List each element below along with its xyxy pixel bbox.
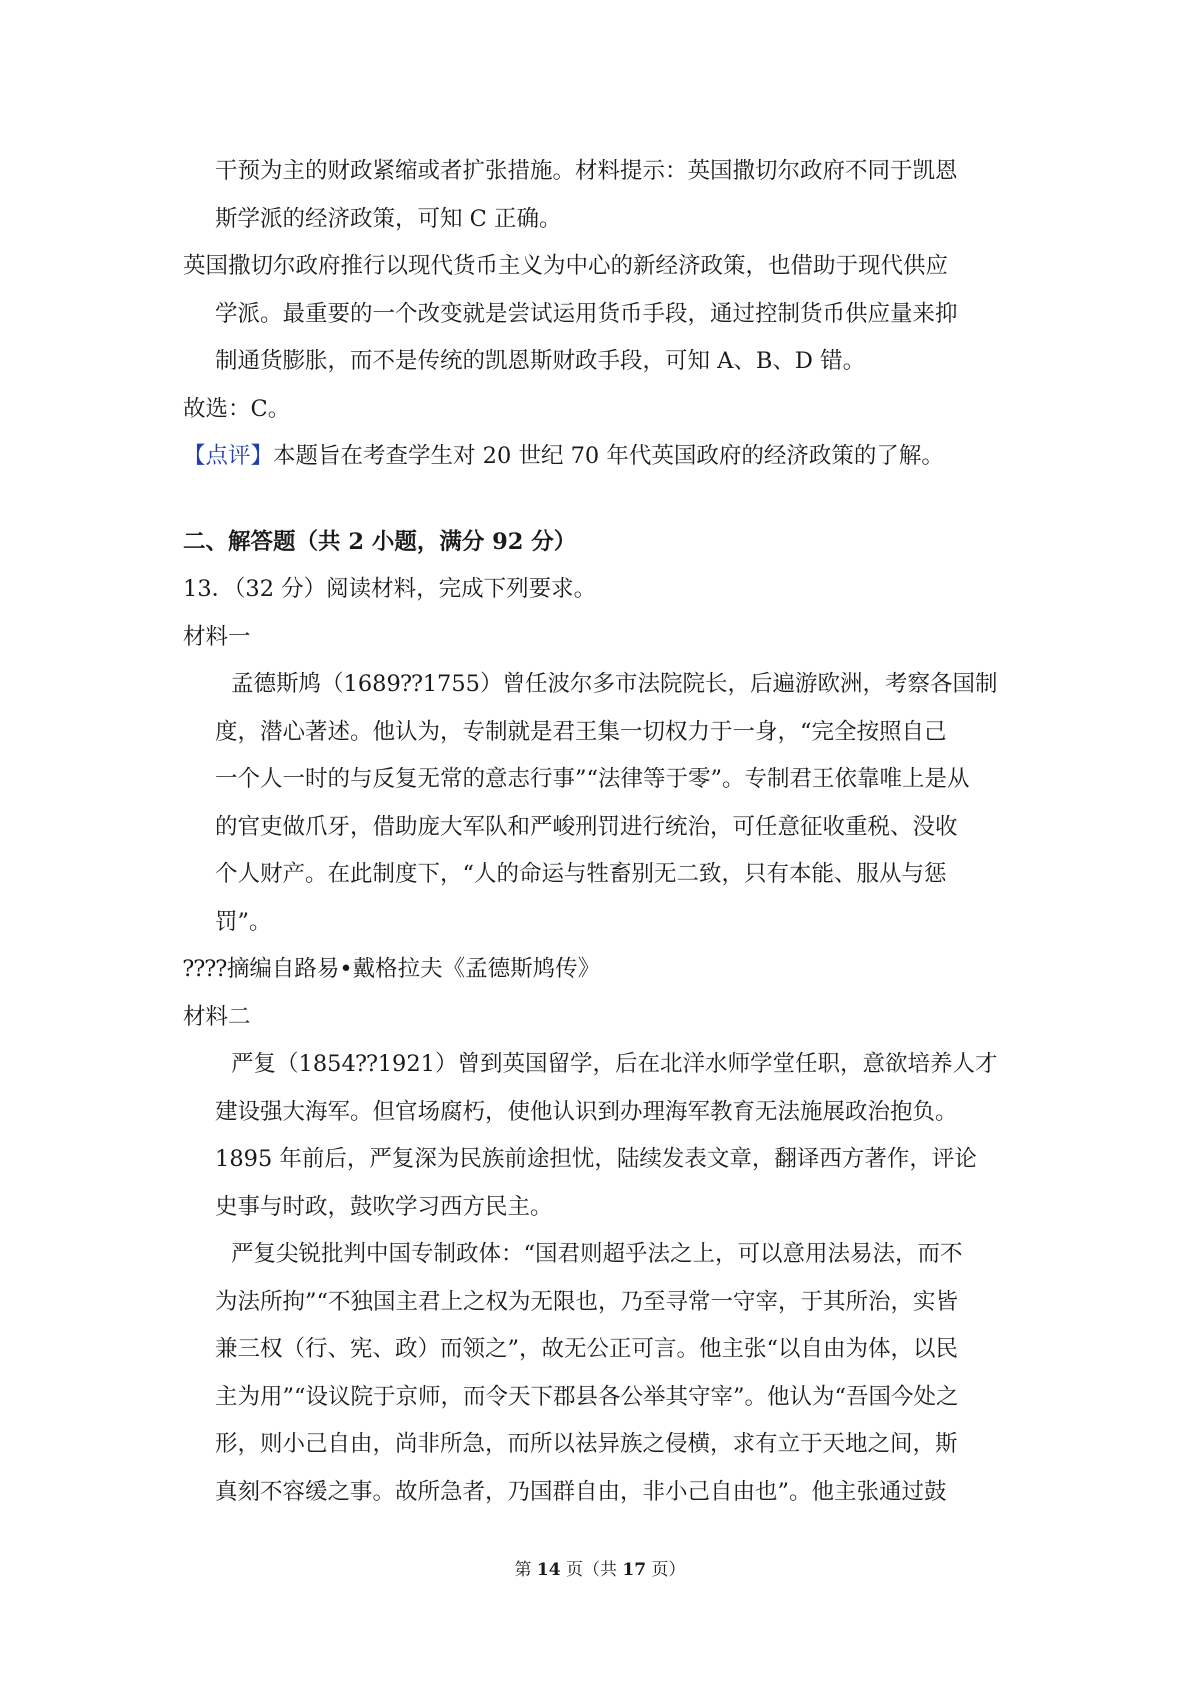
section-heading: 二、解答题（共 2 小题，满分 92 分）: [183, 528, 577, 555]
text-line: 严复（1854⁇1921）曾到英国留学，后在北洋水师学堂任职，意欲培养人才: [231, 1051, 998, 1077]
text-line: 个人财产。在此制度下，“人的命运与牲畜别无二致，只有本能、服从与惩: [215, 861, 947, 887]
text-line: 孟德斯鸠（1689⁇1755）曾任波尔多市法院院长，后遍游欧洲，考察各国制: [231, 671, 998, 697]
question-title: 13．（32 分）阅读材料，完成下列要求。: [183, 576, 597, 602]
material-title: 材料二: [183, 1003, 251, 1030]
text-line: 形，则小己自由，尚非所急，而所以祛异族之侵横，求有立于天地之间，斯: [215, 1431, 958, 1457]
page-footer: [0, 1555, 1200, 1580]
comment-line: [183, 433, 1028, 481]
comment-label: 【点评】: [183, 443, 274, 469]
text-line: 度，潜心著述。他认为，专制就是君王集一切权力于一身，“完全按照自己: [215, 718, 947, 745]
text-line: 主为用”“设议院于京师，而令天下郡县各公举其守宰”。他认为“吾国今处之: [215, 1383, 959, 1410]
footer-prefix: 第: [514, 1560, 537, 1580]
text-line: 真刻不容缓之事。故所急者，乃国群自由，非小己自由也”。他主张通过鼓: [215, 1478, 947, 1505]
total-pages: 17: [622, 1560, 647, 1580]
text-line: 为法所拘”“不独国主君上之权为无限也，乃至寻常一守宰，于其所治，实皆: [215, 1288, 959, 1315]
text-line: 1895 年前后，严复深为民族前途担忧，陆续发表文章，翻译西方著作，评论: [215, 1146, 977, 1172]
text-line: 兼三权（行、宪、政）而领之”，故无公正可言。他主张“以自由为体，以民: [215, 1336, 959, 1362]
footer-middle: 页（共: [560, 1560, 623, 1580]
text-line: 斯学派的经济政策，可知 C 正确。: [215, 205, 562, 232]
text-line: 的官吏做爪牙，借助庞大军队和严峻刑罚进行统治，可任意征收重税、没收: [215, 813, 958, 840]
footer-suffix: 页）: [646, 1560, 686, 1580]
text-line: 一个人一时的与反复无常的意志行事”“法律等于零”。专制君王依靠唯上是从: [215, 766, 970, 792]
text-line: 建设强大海军。但官场腐朽，使他认识到办理海军教育无法施展政治抱负。: [215, 1098, 958, 1125]
page-number: 14: [536, 1560, 561, 1580]
text-line: 干预为主的财政紧缩或者扩张措施。材料提示：英国撒切尔政府不同于凯恩: [215, 158, 958, 184]
text-line: 严复尖锐批判中国专制政体：“国君则超乎法之上，可以意用法易法，而不: [231, 1241, 963, 1267]
source-citation: ⁇⁇摘编自路易•戴格拉夫《孟德斯鸠传》: [183, 956, 601, 982]
material-title: 材料一: [183, 623, 251, 650]
text-line: 学派。最重要的一个改变就是尝试运用货币手段，通过控制货币供应量来抑: [215, 300, 958, 327]
text-line: 史事与时政，鼓吹学习西方民主。: [215, 1193, 553, 1220]
answer-line: 故选：C。: [183, 395, 291, 422]
text-line: 英国撒切尔政府推行以现代货币主义为中心的新经济政策，也借助于现代供应: [183, 253, 949, 279]
page-content: [183, 148, 1028, 1516]
text-line: 罚”。: [215, 908, 272, 935]
comment-text: 本题旨在考查学生对 20 世纪 70 年代英国政府的经济政策的了解。: [273, 443, 944, 469]
text-line: 制通货膨胀，而不是传统的凯恩斯财政手段，可知 A、B、D 错。: [215, 348, 866, 374]
